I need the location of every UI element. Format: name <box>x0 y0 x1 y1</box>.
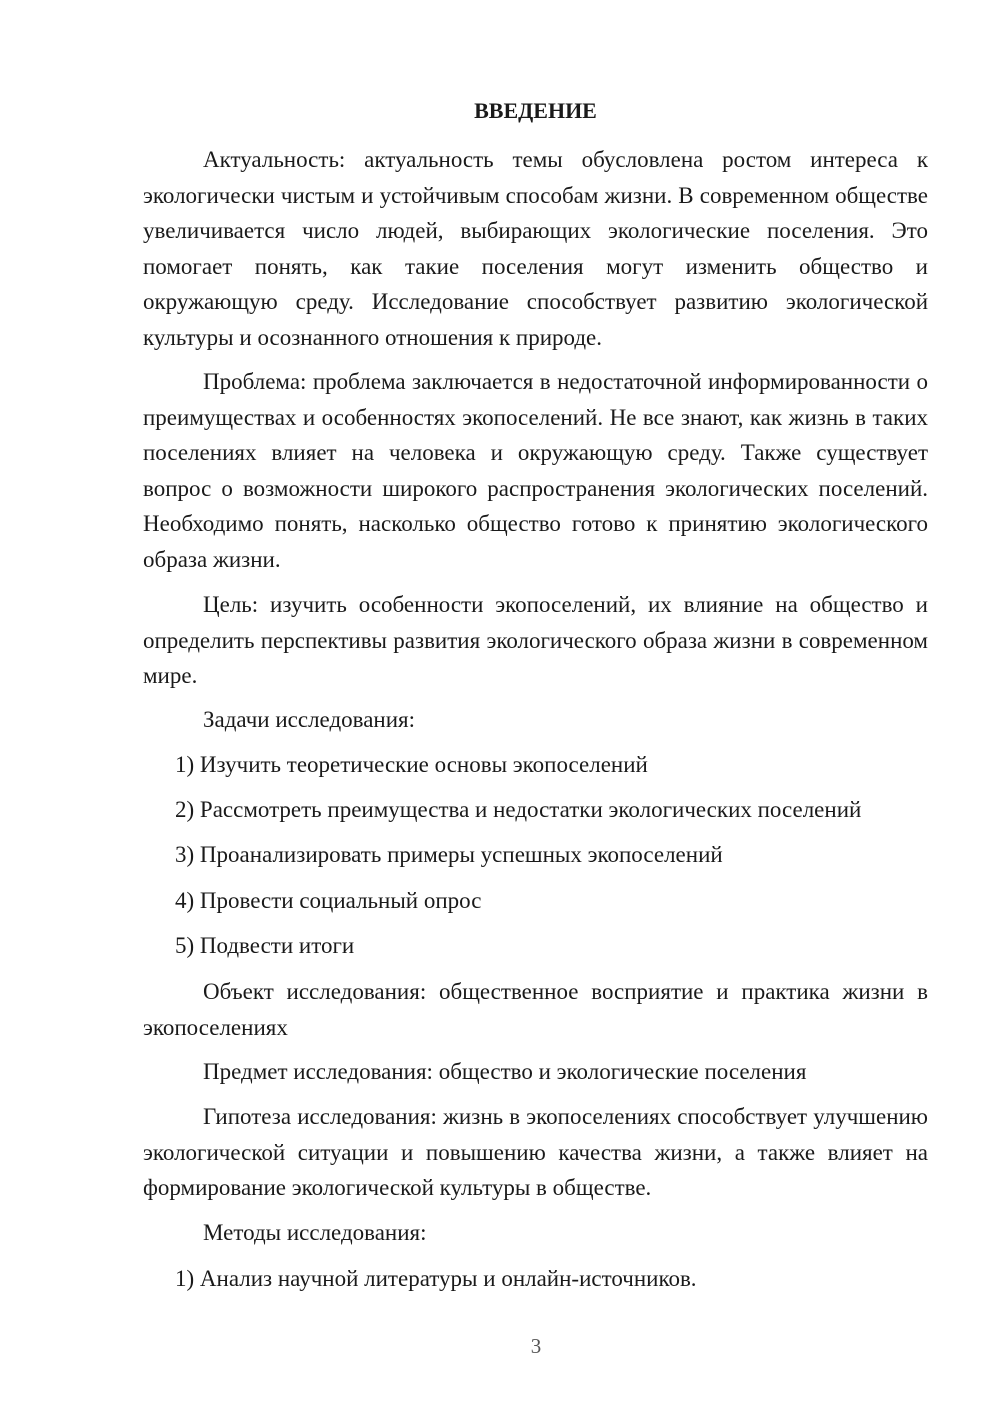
tasks-heading: Задачи исследования: <box>203 707 416 732</box>
list-item-task-1: 1) Изучить теоретические основы экопоселений <box>175 752 648 777</box>
list-item-task-2: 2) Рассмотреть преимущества и недостатки экологических поселений <box>175 797 862 822</box>
paragraph-hypothesis: Гипотеза исследования: жизнь в экопоселениях способствует улучшению экологической ситуации и повышению качества жизни, а также влияет на формирование экологической культуры в обществе. <box>143 1104 928 1200</box>
page-title: ВВЕДЕНИЕ <box>474 98 597 123</box>
page-number: 3 <box>530 1334 542 1358</box>
paragraph-subject: Предмет исследования: общество и экологические поселения <box>203 1059 807 1084</box>
paragraph-goal: Цель: изучить особенности экопоселений, их влияние на общество и определить перспективы развития экологического образа жизни в современном мире. <box>143 592 928 688</box>
paragraph-relevance: Актуальность: актуальность темы обусловлена ростом интереса к экологически чистым и устойчивым способам жизни. В современном обществе увеличивается число людей, выбирающих экологические поселения. Это помогает понять, как такие поселения могут изменить общество и окружающую среду. Исследование способствует развитию экологической культуры и осознанного отношения к природе. <box>143 147 928 350</box>
list-item-task-3: 3) Проанализировать примеры успешных экопоселений <box>175 842 723 867</box>
paragraph-problem: Проблема: проблема заключается в недостаточной информированности о преимуществах и особенностях экопоселений. Не все знают, как жизнь в таких поселениях влияет на человека и окружающую среду. Также существует вопрос о возможности широкого распространения экологических поселений. Необходимо понять, насколько общество готово к принятию экологического образа жизни. <box>143 369 928 572</box>
methods-heading: Методы исследования: <box>203 1220 427 1245</box>
paragraph-object: Объект исследования: общественное восприятие и практика жизни в экопоселениях <box>143 979 928 1040</box>
list-item-method-1: 1) Анализ научной литературы и онлайн-источников. <box>175 1266 697 1291</box>
list-item-task-5: 5) Подвести итоги <box>175 933 355 958</box>
list-item-task-4: 4) Провести социальный опрос <box>175 888 482 913</box>
